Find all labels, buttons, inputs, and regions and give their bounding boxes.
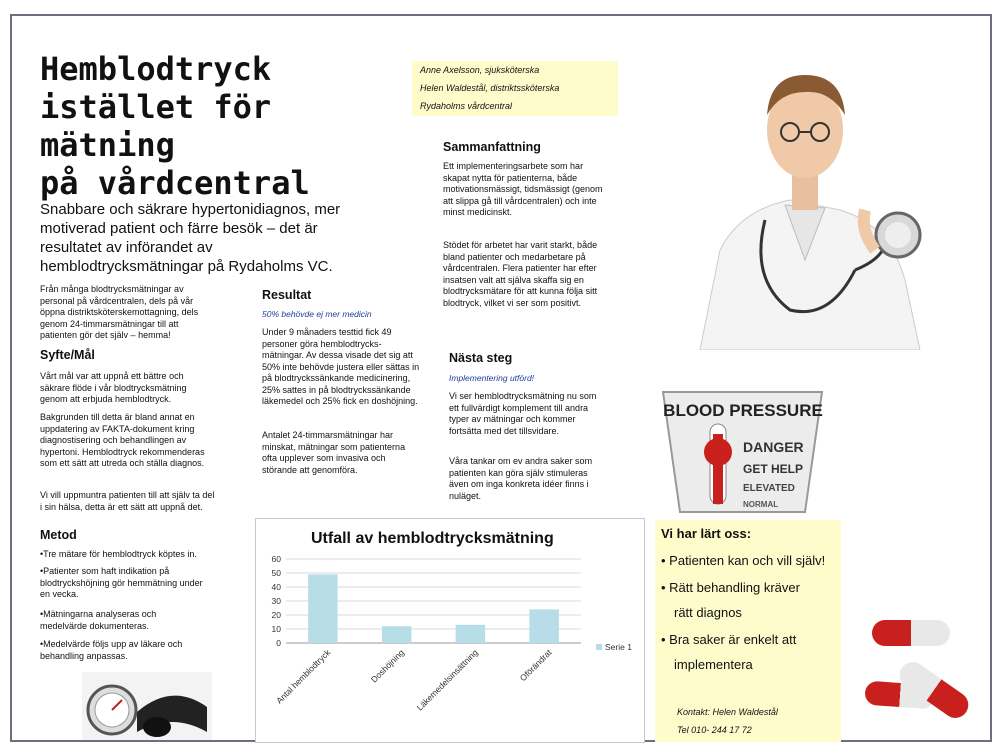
contact-phone: Tel 010- 244 17 72 <box>677 725 752 735</box>
x-tick-label: Doshöjning <box>368 647 407 685</box>
sammanfattning-heading: Sammanfattning <box>443 140 541 154</box>
x-tick-label: Oförändrat <box>517 647 554 684</box>
author-line: Anne Axelsson, sjuksköterska <box>420 65 540 75</box>
syfte-p3: Vi vill uppmuntra patienten till att själv ta del i sin hälsa, detta är ett sätt att uppnå det. <box>40 490 215 512</box>
syfte-p2: Bakgrunden till detta är bland annat en uppdatering av FAKTA-dokument kring diagnostisering och behandlingen av hypertoni. Hemblodtryck rekommenderas som ett sätt att utreda och ställa diagnos. <box>40 412 205 468</box>
lesson-item: • Rätt behandling kräver <box>661 580 800 595</box>
lesson-item: • Bra saker är enkelt att <box>661 632 797 647</box>
metod-item: •Mätningarna analyseras och medelvärde dokumenteras. <box>40 609 157 631</box>
results-chart-svg <box>256 519 644 742</box>
poster-title: Hemblodtryck istället för mätning på vårdcentral <box>40 50 310 202</box>
y-tick-label: 40 <box>271 582 281 592</box>
sammanfattning-p2: Stödet för arbetet har varit starkt, både bland patienter och medarbetare på vårdcentralen. Flera patienter har efter insatsen valt att själva skaffa sig en blodtrycksmätare för att kunna följa sitt blodtryck, vilket vi ser som positivt. <box>443 240 598 308</box>
y-tick-label: 60 <box>271 554 281 564</box>
chart-bar <box>529 609 559 643</box>
nasta-highlight: Implementering utförd! <box>449 373 535 383</box>
y-tick-label: 50 <box>271 568 281 578</box>
nasta-p1: Vi ser hemblodtrycksmätning nu som ett fullvärdigt komplement till andra typer av mätningar och kommer fortsätta med det tillsvidare. <box>449 391 597 436</box>
lead-paragraph: Snabbare och säkrare hypertonidiagnos, mer motiverad patient och färre besök – det är resultatet av införandet av hemblodtrycksmätningar på Rydaholms VC. <box>40 201 341 275</box>
contact-name: Kontakt: Helen Waldestål <box>677 707 778 717</box>
doctor-illustration <box>680 20 930 350</box>
y-tick-label: 30 <box>271 596 281 606</box>
nasta-heading: Nästa steg <box>449 351 513 365</box>
y-tick-label: 10 <box>271 624 281 634</box>
blood-pressure-gauge <box>655 382 830 517</box>
gauge-title: BLOOD PRESSURE <box>663 401 823 420</box>
bp-monitor-illustration <box>82 672 212 740</box>
y-tick-label: 0 <box>276 638 281 648</box>
lesson-item: rätt diagnos <box>674 605 742 620</box>
lesson-item: • Patienten kan och vill själv! <box>661 553 826 568</box>
lessons-box <box>655 520 841 742</box>
gauge-level: NORMAL <box>743 500 779 509</box>
syfte-heading: Syfte/Mål <box>40 348 95 362</box>
x-tick-label: Antal hemblodtryck <box>274 647 333 706</box>
chart-bar <box>382 626 412 643</box>
lessons-heading: Vi har lärt oss: <box>661 526 752 541</box>
nasta-p2: Våra tankar om ev andra saker som patienten kan göra själv stimuleras även om inga konkreta idéer finns i nuläget. <box>449 456 593 501</box>
chart-bar <box>308 574 338 643</box>
gauge-level: DANGER <box>743 439 804 455</box>
metod-item: •Medelvärde följs upp av läkare och behandling anpassas. <box>40 639 183 661</box>
legend-label: Serie 1 <box>605 642 632 652</box>
legend-swatch <box>596 644 602 650</box>
resultat-p2: Antalet 24-timmarsmätningar har minskat, mätningar som patienterna ofta upplever som invasiva och störande att genomföra. <box>262 430 406 475</box>
chart-bar <box>456 625 486 643</box>
sammanfattning-p1: Ett implementeringsarbete som har skapat nytta för patienterna, både motivationsmässigt, tidsmässigt (genom att slippa gå till vårdcentralen) och inte minst medicinskt. <box>443 161 603 217</box>
chart-title: Utfall av hemblodtrycksmätning <box>311 530 554 547</box>
author-line: Helen Waldestål, distriktssköterska <box>420 83 560 93</box>
resultat-p1: Under 9 månaders testtid fick 49 personer göra hemblodtrycks-mätningar. Av dessa visade det sig att 50% inte behövde justera eller sättas in på blodtryckssänkande medicinering, 25% sattes in på blodtryckssänkande läkemedel och 25% fick en doshöjning. <box>262 327 420 406</box>
y-tick-label: 20 <box>271 610 281 620</box>
syfte-p1: Vårt mål var att uppnå ett bättre och säkrare flöde i vår blodtrycksmätning genom att erbjuda hemblodtryck. <box>40 371 187 404</box>
authors-box <box>412 61 618 116</box>
metod-heading: Metod <box>40 528 77 542</box>
results-chart <box>255 518 645 743</box>
resultat-heading: Resultat <box>262 288 312 302</box>
author-line: Rydaholms vårdcentral <box>420 101 513 111</box>
gauge-level: GET HELP <box>743 462 804 476</box>
intro-paragraph: Från många blodtrycksmätningar av personal på vårdcentralen, dels på vår öppna distriktsköterskemottagning, dels genom 24-timmarsmätningar till att patienten gör det själv – hemma! <box>40 284 199 340</box>
metod-item: •Tre mätare för hemblodtryck köptes in. <box>40 549 197 559</box>
pill-icon <box>872 620 950 646</box>
x-tick-label: Läkemedelsinsättning <box>414 647 480 713</box>
metod-item: •Patienter som haft indikation på blodtryckshöjning gör hemmätning under en vecka. <box>40 566 203 599</box>
resultat-highlight: 50% behövde ej mer medicin <box>262 309 372 319</box>
gauge-level: ELEVATED <box>743 483 795 494</box>
lesson-item: implementera <box>674 657 753 672</box>
